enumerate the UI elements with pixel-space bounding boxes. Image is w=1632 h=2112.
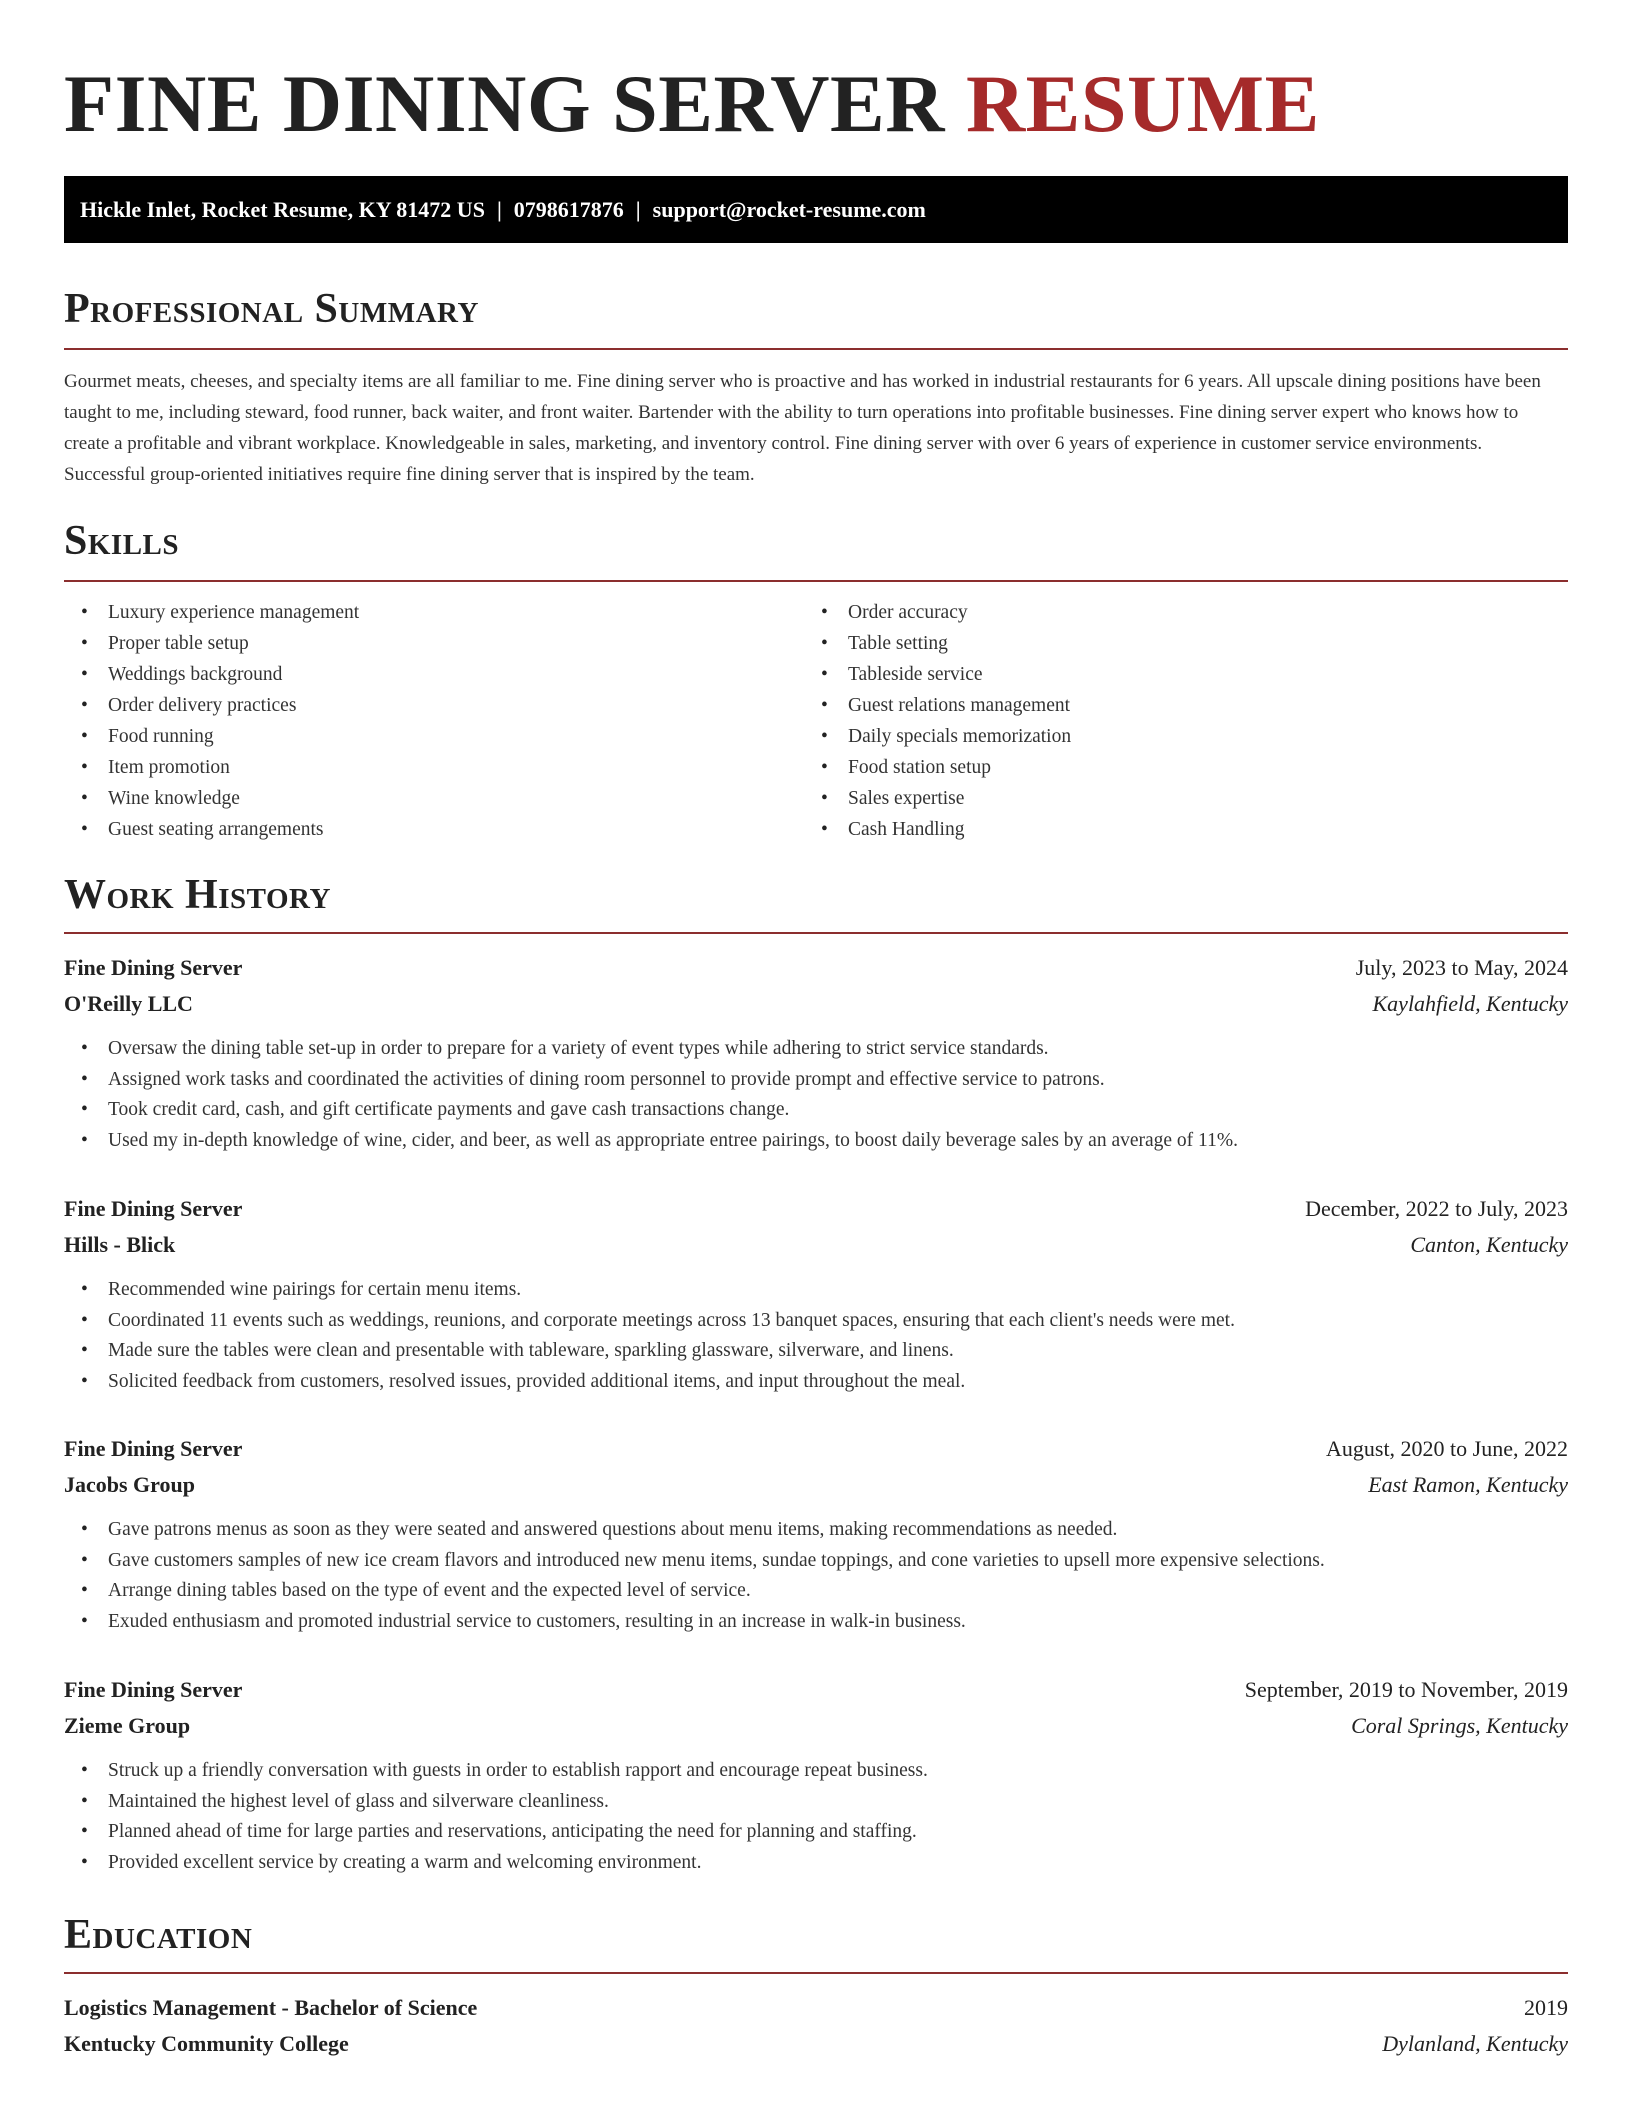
title-main: FINE DINING SERVER xyxy=(64,58,945,149)
education-school: Kentucky Community College xyxy=(64,2031,349,2056)
education-degree: Logistics Management - Bachelor of Science xyxy=(64,1995,478,2020)
contact-phone[interactable]: 0798617876 xyxy=(513,197,624,222)
job-bullet: • Maintained the highest level of glass and silverware cleanliness. xyxy=(64,1787,1568,1818)
skill-item: • Table setting xyxy=(804,628,1544,659)
education-row-degree xyxy=(64,1990,1568,2026)
job-title: Fine Dining Server xyxy=(64,955,243,980)
skill-item: • Guest relations management xyxy=(804,690,1544,721)
skill-item: • Tableside service xyxy=(804,659,1544,690)
job-entry xyxy=(64,1191,1568,1397)
summary-text: Gourmet meats, cheeses, and specialty items are all familiar to me. Fine dining server who is proactive and has worked in industrial restaurants for 6 years. All upscale dining positions have been taught to me, including steward, food runner, back waiter, and front waiter. Bartender with the ability to turn operations into profitable businesses. Fine dining server expert who knows how to create a profitable and vibrant workplace. Knowledgeable in sales, marketing, and inventory control. Fine dining server with over 6 years of experience in customer service environments. Successful group-oriented initiatives require fine dining server that is inspired by the team. xyxy=(64,371,1541,485)
job-dates: July, 2023 to May, 2024 xyxy=(1355,955,1568,980)
job-row-title xyxy=(64,1672,1568,1708)
job-dates: September, 2019 to November, 2019 xyxy=(1244,1677,1568,1702)
job-entry xyxy=(64,950,1568,1156)
job-bullet: • Recommended wine pairings for certain menu items. xyxy=(64,1275,1568,1306)
skill-item: • Order delivery practices xyxy=(64,690,804,721)
education-location: Dylanland, Kentucky xyxy=(1382,2031,1568,2056)
job-row-title xyxy=(64,950,1568,986)
job-row-company xyxy=(64,1467,1568,1503)
resume-page xyxy=(64,0,1568,2056)
education-entry xyxy=(64,1990,1568,2062)
skill-item: • Sales expertise xyxy=(804,783,1544,814)
job-bullet: • Coordinated 11 events such as weddings, reunions, and corporate meetings across 13 banquet spaces, ensuring that each client's needs were met. xyxy=(64,1306,1568,1337)
job-location: Canton, Kentucky xyxy=(1410,1232,1568,1257)
education-row-school xyxy=(64,2026,1568,2062)
job-bullet: • Took credit card, cash, and gift certificate payments and gave cash transactions change. xyxy=(64,1095,1568,1126)
skill-item: • Luxury experience management xyxy=(64,597,804,628)
job-row-company xyxy=(64,1227,1568,1263)
skill-item: • Guest seating arrangements xyxy=(64,814,804,845)
work-history-divider xyxy=(64,932,1568,934)
summary-heading: Professional Summary xyxy=(64,286,479,332)
job-bullet: • Arrange dining tables based on the type of event and the expected level of service. xyxy=(64,1576,1568,1607)
job-row-company xyxy=(64,1708,1568,1744)
job-entry xyxy=(64,1431,1568,1637)
job-company: O'Reilly LLC xyxy=(64,991,193,1016)
job-entry xyxy=(64,1672,1568,1878)
skills-heading: Skills xyxy=(64,518,180,564)
job-bullet: • Exuded enthusiasm and promoted industrial service to customers, resulting in an increase in walk-in business. xyxy=(64,1607,1568,1638)
job-bullets xyxy=(64,1034,1568,1156)
job-location: Coral Springs, Kentucky xyxy=(1351,1713,1568,1738)
job-title: Fine Dining Server xyxy=(64,1677,243,1702)
resume-title xyxy=(64,0,1568,152)
title-accent: RESUME xyxy=(965,58,1320,149)
skill-item: • Weddings background xyxy=(64,659,804,690)
job-bullet: • Struck up a friendly conversation with guests in order to establish rapport and encourage repeat business. xyxy=(64,1756,1568,1787)
skill-item: • Order accuracy xyxy=(804,597,1544,628)
job-bullet: • Solicited feedback from customers, resolved issues, provided additional items, and input throughout the meal. xyxy=(64,1367,1568,1398)
job-title: Fine Dining Server xyxy=(64,1436,243,1461)
job-bullet: • Made sure the tables were clean and presentable with tableware, sparkling glassware, silverware, and linens. xyxy=(64,1336,1568,1367)
contact-separator: | xyxy=(496,197,502,222)
job-row-title xyxy=(64,1431,1568,1467)
job-row-company xyxy=(64,986,1568,1022)
contact-address: Hickle Inlet, Rocket Resume, KY 81472 US xyxy=(80,197,485,222)
job-bullets xyxy=(64,1275,1568,1397)
job-company: Zieme Group xyxy=(64,1713,191,1738)
education-divider xyxy=(64,1972,1568,1974)
skill-item: • Daily specials memorization xyxy=(804,721,1544,752)
job-bullet: • Used my in-depth knowledge of wine, cider, and beer, as well as appropriate entree pairings, to boost daily beverage sales by an average of 11%. xyxy=(64,1126,1568,1157)
job-company: Jacobs Group xyxy=(64,1472,196,1497)
job-bullet: • Assigned work tasks and coordinated the activities of dining room personnel to provide prompt and effective service to patrons. xyxy=(64,1065,1568,1096)
skills-list-left xyxy=(64,597,804,845)
job-row-title xyxy=(64,1191,1568,1227)
contact-email[interactable]: support@rocket-resume.com xyxy=(652,197,926,222)
skills-divider xyxy=(64,580,1568,582)
job-bullet: • Gave customers samples of new ice cream flavors and introduced new menu items, sundae toppings, and cone varieties to upsell more expensive selections. xyxy=(64,1546,1568,1577)
skill-item: • Food station setup xyxy=(804,752,1544,783)
job-location: Kaylahfield, Kentucky xyxy=(1372,991,1568,1016)
skill-item: • Item promotion xyxy=(64,752,804,783)
skill-item: • Wine knowledge xyxy=(64,783,804,814)
skill-item: • Cash Handling xyxy=(804,814,1544,845)
job-bullet: • Gave patrons menus as soon as they were seated and answered questions about menu items, making recommendations as needed. xyxy=(64,1515,1568,1546)
job-bullet: • Planned ahead of time for large parties and reservations, anticipating the need for planning and staffing. xyxy=(64,1817,1568,1848)
skills-list-right xyxy=(804,597,1544,845)
job-bullets xyxy=(64,1515,1568,1637)
summary-divider xyxy=(64,348,1568,350)
job-bullet: • Oversaw the dining table set-up in order to prepare for a variety of event types while adhering to strict service standards. xyxy=(64,1034,1568,1065)
job-bullet: • Provided excellent service by creating a warm and welcoming environment. xyxy=(64,1848,1568,1879)
skill-item: • Food running xyxy=(64,721,804,752)
job-dates: December, 2022 to July, 2023 xyxy=(1305,1196,1568,1221)
job-company: Hills - Blick xyxy=(64,1232,176,1257)
job-location: East Ramon, Kentucky xyxy=(1368,1472,1568,1497)
contact-separator: | xyxy=(635,197,641,222)
education-heading: Education xyxy=(64,1912,253,1958)
education-year: 2019 xyxy=(1524,1995,1568,2020)
job-dates: August, 2020 to June, 2022 xyxy=(1326,1436,1568,1461)
work-history-heading: Work History xyxy=(64,872,331,918)
contact-bar xyxy=(64,176,1568,243)
job-bullets xyxy=(64,1756,1568,1878)
job-title: Fine Dining Server xyxy=(64,1196,243,1221)
skill-item: • Proper table setup xyxy=(64,628,804,659)
